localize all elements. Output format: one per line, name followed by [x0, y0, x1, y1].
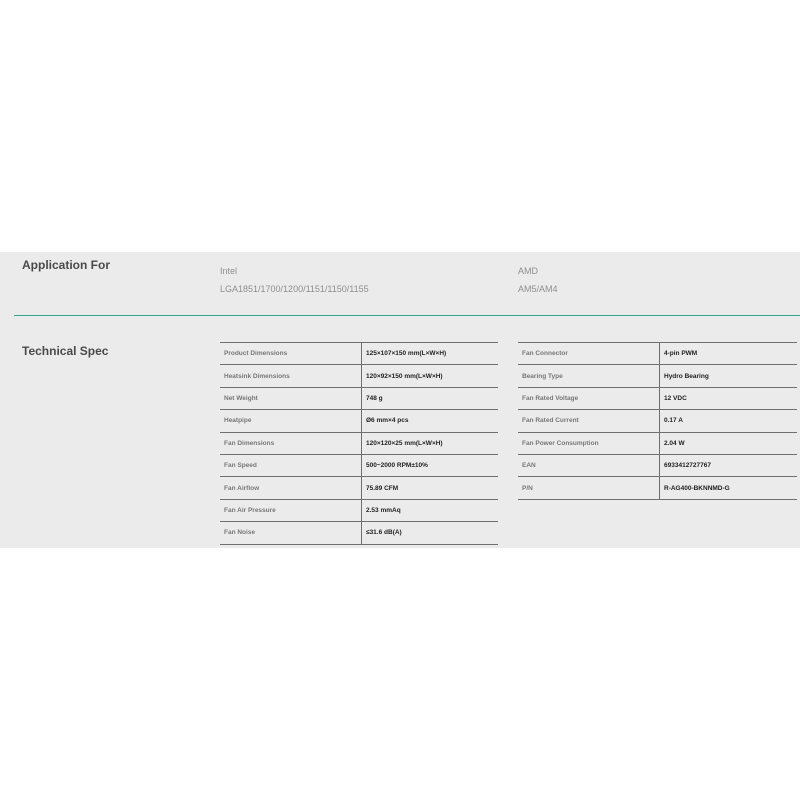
amd-compatibility: [518, 262, 558, 298]
spec-value: 125×107×150 mm(L×W×H): [366, 350, 447, 358]
spec-value: 0.17 A: [664, 417, 683, 425]
table-row: [220, 387, 498, 409]
spec-value: 75.89 CFM: [366, 484, 399, 492]
spec-label: Fan Dimensions: [220, 432, 362, 454]
table-row: [220, 410, 498, 432]
spec-value: 6933412727767: [664, 462, 711, 470]
spec-label: Fan Air Pressure: [220, 499, 362, 521]
spec-value: 2.53 mmAq: [366, 506, 401, 514]
spec-table-right: [518, 342, 797, 500]
spec-label: Fan Rated Current: [518, 410, 660, 432]
technical-spec-heading: Technical Spec: [22, 344, 109, 358]
spec-value: 120×92×150 mm(L×W×H): [366, 372, 443, 380]
spec-label: Bearing Type: [518, 365, 660, 387]
intel-brand: Intel: [220, 266, 238, 276]
spec-label: Heatpipe: [220, 410, 362, 432]
spec-value: Hydro Bearing: [664, 372, 709, 380]
table-row: [220, 454, 498, 476]
spec-value: R-AG400-BKNNMD-G: [664, 484, 730, 492]
spec-label: Fan Airflow: [220, 477, 362, 499]
spec-value: 500~2000 RPM±10%: [366, 462, 428, 470]
spec-label: Net Weight: [220, 387, 362, 409]
spec-label: Product Dimensions: [220, 343, 362, 365]
spec-value: 12 VDC: [664, 394, 687, 402]
spec-label: Fan Rated Voltage: [518, 387, 660, 409]
spec-label: EAN: [518, 454, 660, 476]
intel-compatibility: [220, 262, 369, 298]
table-row: [220, 432, 498, 454]
spec-value: 4-pin PWM: [664, 350, 698, 358]
table-row: [518, 343, 797, 365]
spec-label: Heatsink Dimensions: [220, 365, 362, 387]
table-row: [518, 432, 797, 454]
table-row: [518, 365, 797, 387]
spec-value: 120×120×25 mm(L×W×H): [366, 439, 443, 447]
amd-sockets: AM5/AM4: [518, 284, 558, 294]
spec-value: 748 g: [366, 394, 383, 402]
table-row: [220, 522, 498, 544]
table-row: [220, 477, 498, 499]
table-row: [518, 387, 797, 409]
intel-sockets: LGA1851/1700/1200/1151/1150/1155: [220, 284, 369, 294]
spec-label: Fan Speed: [220, 454, 362, 476]
spec-value: Ø6 mm×4 pcs: [366, 417, 409, 425]
spec-label: Fan Connector: [518, 343, 660, 365]
table-row: [220, 365, 498, 387]
section-divider: [14, 315, 800, 316]
table-row: [518, 454, 797, 476]
spec-value: 2.04 W: [664, 439, 685, 447]
spec-label: P/N: [518, 477, 660, 499]
application-for-heading: Application For: [22, 258, 110, 272]
table-row: [220, 499, 498, 521]
table-row: [220, 343, 498, 365]
table-row: [518, 477, 797, 499]
spec-label: Fan Noise: [220, 522, 362, 544]
amd-brand: AMD: [518, 266, 538, 276]
spec-table-left: [220, 342, 498, 545]
spec-label: Fan Power Consumption: [518, 432, 660, 454]
table-row: [518, 410, 797, 432]
spec-panel: [0, 252, 800, 548]
spec-value: ≤31.6 dB(A): [366, 529, 402, 537]
